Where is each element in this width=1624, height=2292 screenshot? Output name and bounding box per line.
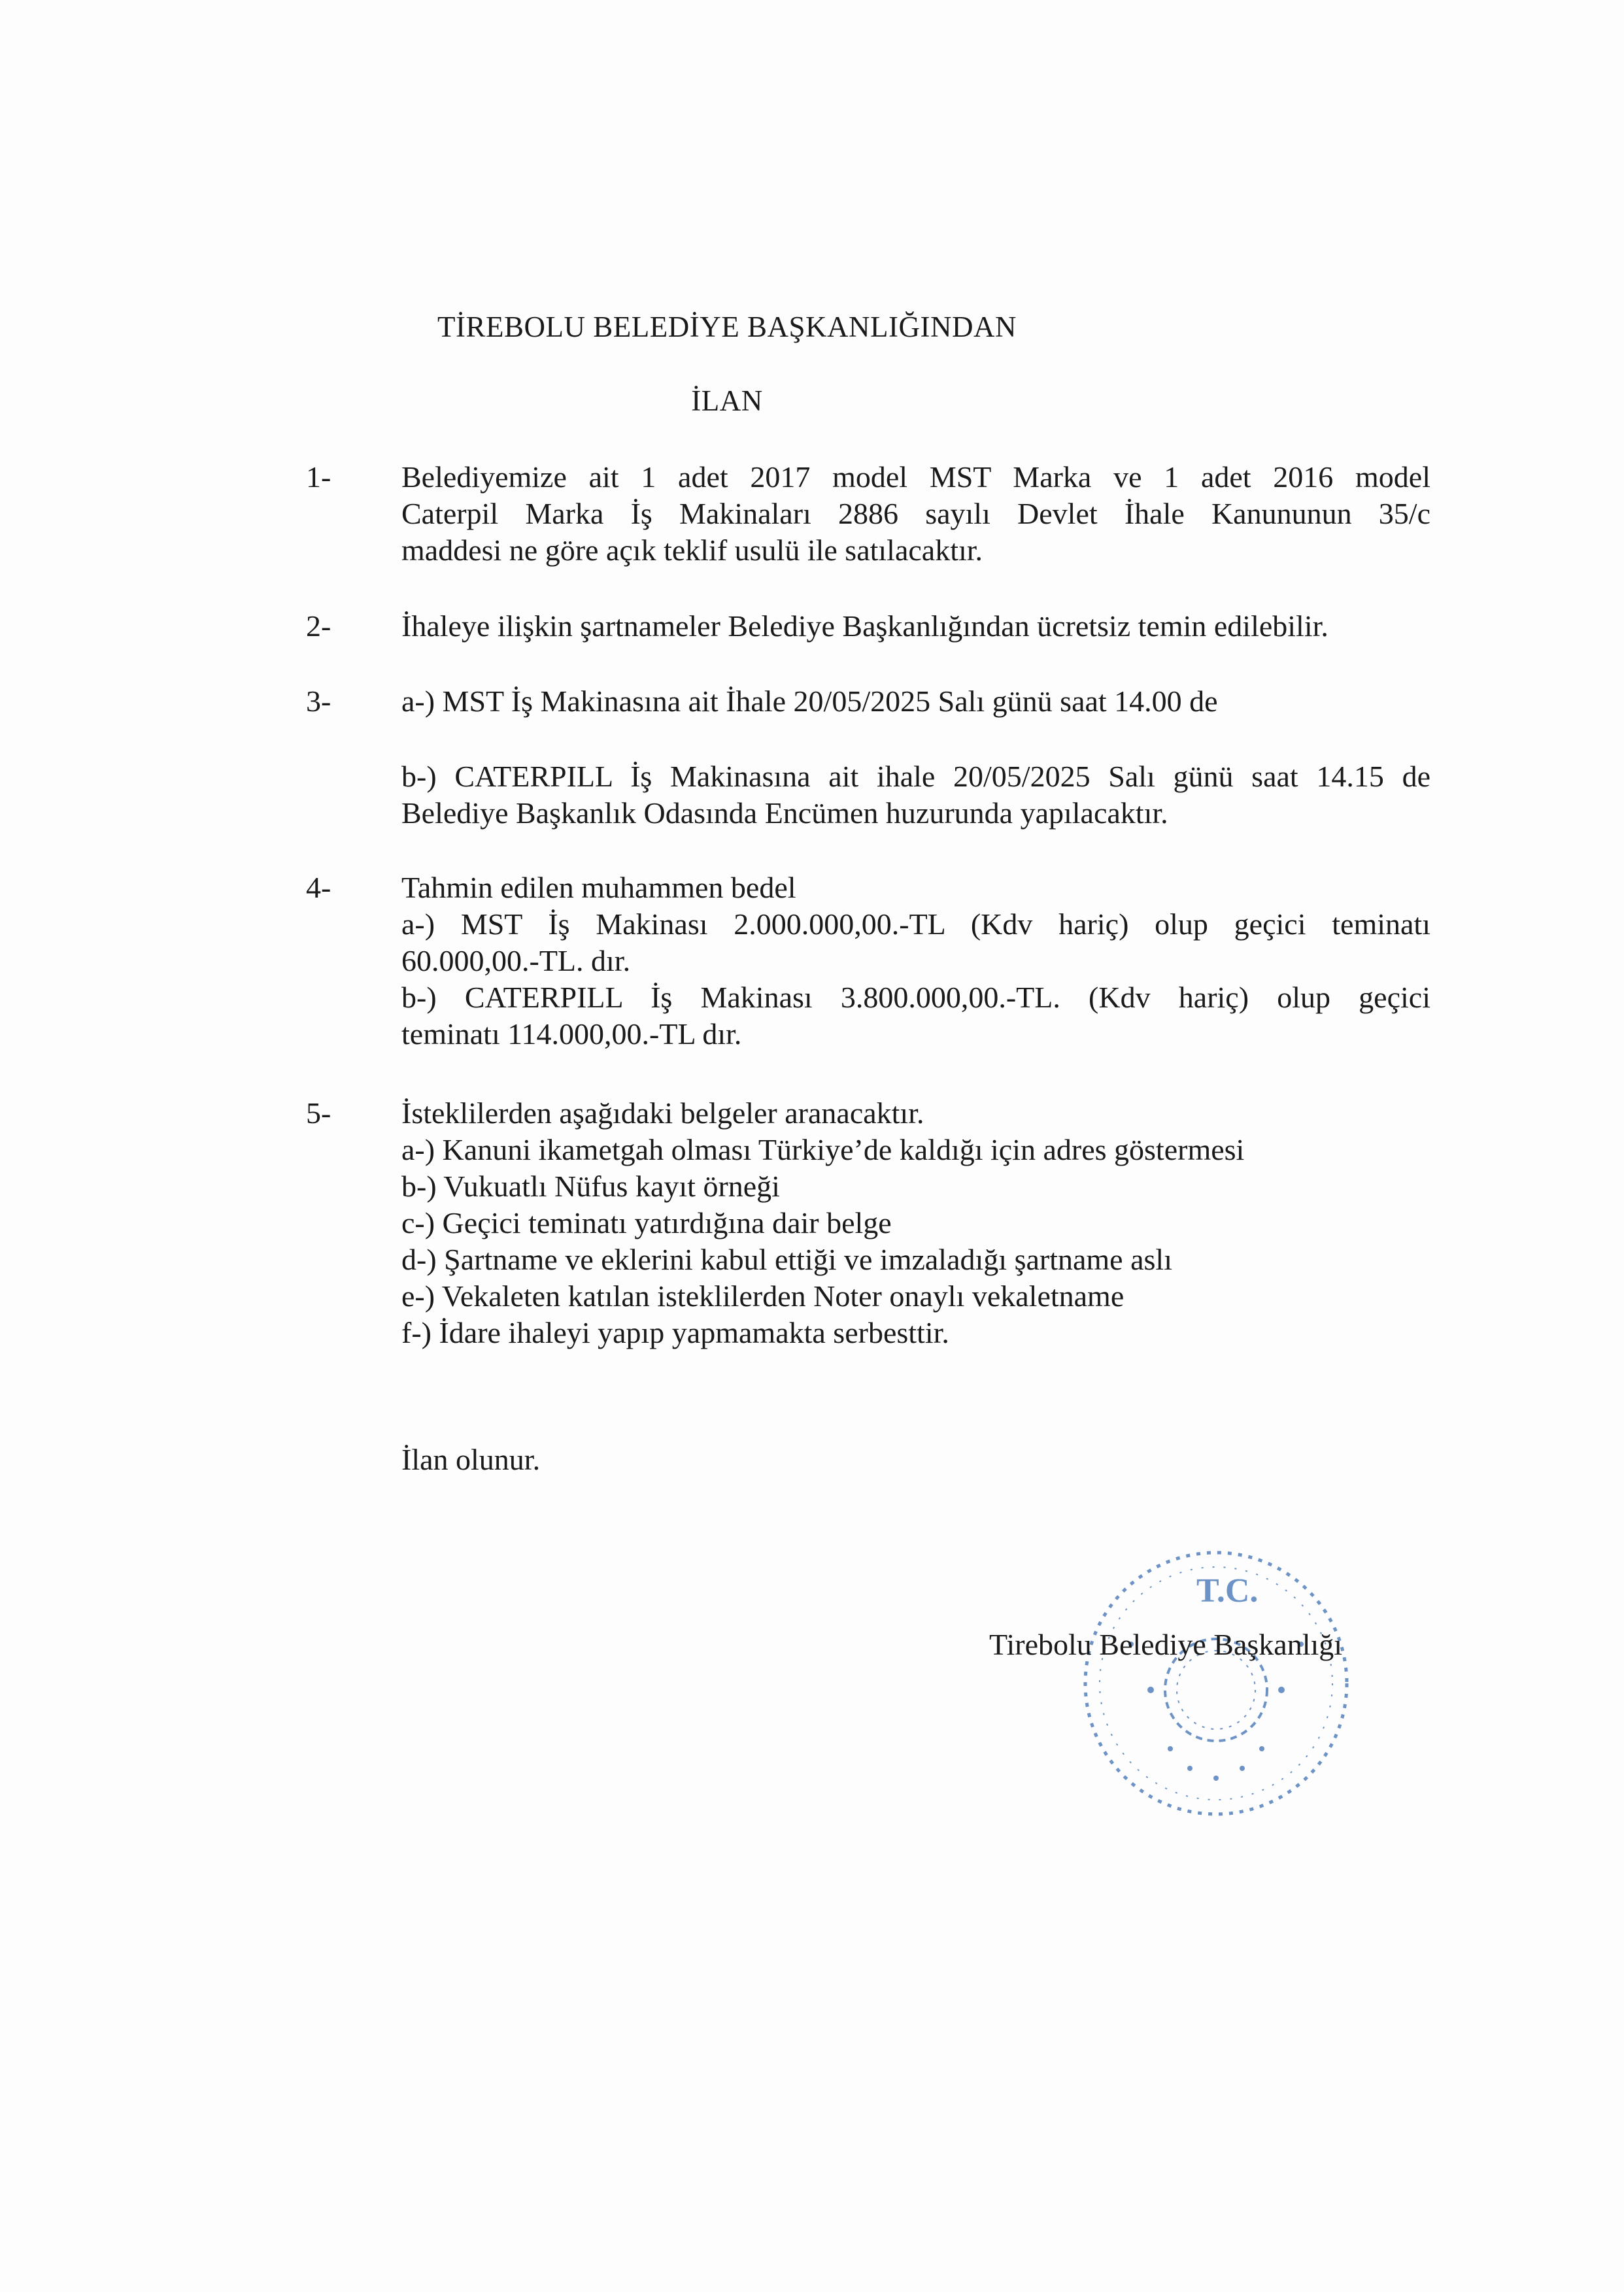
clause-line: Belediye Başkanlık Odasında Encümen huzurunda yapılacaktır. [401,796,1168,830]
clause-line: b-) CATERPILL İş Makinasına ait ihale 20/05/2025 Salı günü saat 14.15 de [401,760,1430,793]
clause-body [401,869,1430,1053]
clause-line: maddesi ne göre açık teklif usulü ile satılacaktır. [401,533,983,567]
clause-line: İhaleye ilişkin şartnameler Belediye Başkanlığından ücretsiz temin edilebilir. [401,609,1328,643]
clause-body [401,758,1430,832]
document-title: TİREBOLU BELEDİYE BAŞKANLIĞINDAN [437,311,1017,343]
requirement-item: a-) Kanuni ikametgah olması Türkiye’de kaldığı için adres göstermesi [401,1133,1245,1166]
closing-text: İlan olunur. [401,1443,541,1476]
clause-line: a-) MST İş Makinasına ait İhale 20/05/2025 Salı günü saat 14.00 de [401,684,1218,718]
clause-body [401,459,1430,569]
requirement-item: e-) Vekaleten katılan isteklilerden Noter onaylı vekaletname [401,1279,1125,1313]
clause-number: 3- [306,684,331,718]
clause-line: Tahmin edilen muhammen bedel [401,871,796,904]
clause-number: 4- [306,871,331,904]
requirement-item: f-) İdare ihaleyi yapıp yapmamakta serbesttir. [401,1316,949,1349]
document-subtitle: İLAN [691,384,763,417]
clause-line: 60.000,00.-TL. dır. [401,944,631,977]
clause-line: Caterpil Marka İş Makinaları 2886 sayılı Devlet İhale Kanununun 35/c [401,497,1430,530]
clause-number: 2- [306,609,331,643]
clause-body [401,608,1430,645]
clause-number: 1- [306,460,331,494]
svg-text:T.C.: T.C. [1196,1572,1259,1609]
clause-line: a-) MST İş Makinası 2.000.000,00.-TL (Kdv hariç) olup geçici teminatı [401,907,1430,941]
clause-number: 5- [306,1096,331,1130]
requirement-item: b-) Vukuatlı Nüfus kayıt örneği [401,1170,780,1203]
clause-line: b-) CATERPILL İş Makinası 3.800.000,00.-TL. (Kdv hariç) olup geçici [401,981,1430,1014]
requirement-item: c-) Geçici teminatı yatırdığına dair belge [401,1206,892,1239]
clause-line: İsteklilerden aşağıdaki belgeler aranacaktır. [401,1096,924,1130]
clause-line: Belediyemize ait 1 adet 2017 model MST Marka ve 1 adet 2016 model [401,460,1430,494]
clause-body [401,683,1430,720]
clause-body [401,1095,1430,1351]
requirement-item: d-) Şartname ve eklerini kabul ettiği ve imzaladığı şartname aslı [401,1243,1172,1276]
signer-name: Tirebolu Belediye Başkanlığı [989,1628,1343,1661]
official-seal-icon [1072,1540,1360,1827]
clause-line: teminatı 114.000,00.-TL dır. [401,1017,742,1051]
